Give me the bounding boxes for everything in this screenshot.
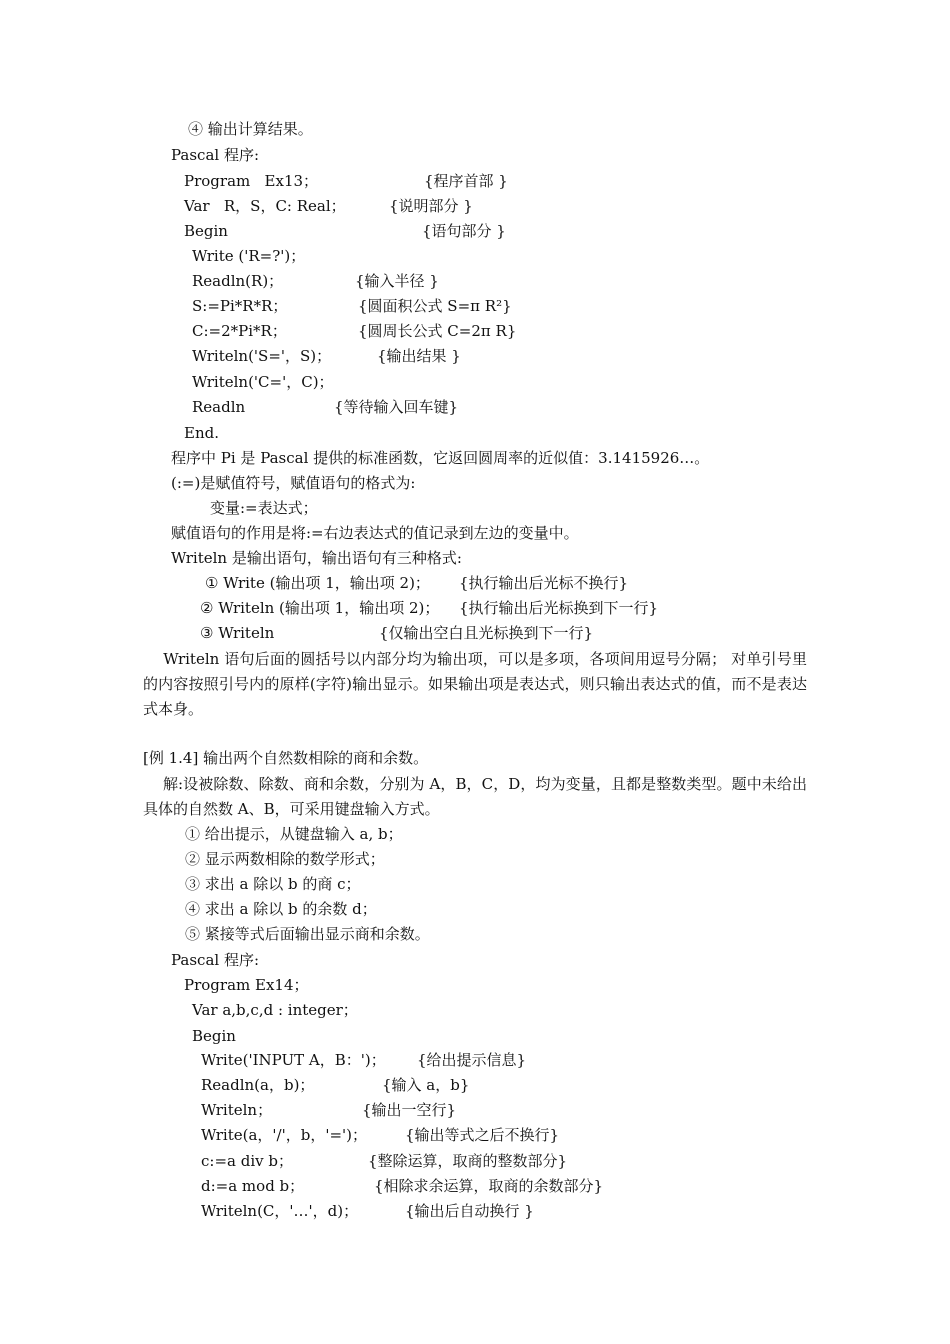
- code-comment: {圆周长公式 C=2π R}: [358, 322, 517, 340]
- code-line: Program Ex13；: [184, 172, 319, 190]
- paragraph-writeln-description: Writeln 语句后面的圆括号以内部分均为输出项，可以是多项，各项间用逗号分隔； 对单引号里的内容按照引号内的原样(字符)输出显示。如果输出项是表达式，则只输出表达式的值，而不是表达式本身。: [143, 650, 807, 718]
- code-comment: {相除求余运算，取商的余数部分}: [374, 1177, 604, 1195]
- step-item: ② 显示两数相除的数学形式；: [185, 850, 385, 868]
- format-item: ② Writeln (输出项 1，输出项 2)；: [200, 599, 440, 617]
- code-comment: {输出一空行}: [362, 1101, 457, 1119]
- body-text: Writeln 是输出语句，输出语句有三种格式:: [171, 549, 462, 567]
- body-text: (:=)是赋值符号，赋值语句的格式为:: [171, 474, 416, 492]
- code-line: Readln(a，b)；: [201, 1076, 315, 1094]
- example-heading: [例 1.4] 输出两个自然数相除的商和余数。: [143, 749, 429, 767]
- body-text: 赋值语句的作用是将:=右边表达式的值记录到左边的变量中。: [171, 524, 579, 542]
- code-comment: {等待输入回车键}: [334, 398, 459, 416]
- code-line: S:=Pi*R*R；: [192, 297, 288, 315]
- code-line: Readln(R)；: [192, 272, 284, 290]
- code-line: Writeln('C='，C)；: [192, 373, 334, 391]
- code-comment: {输入 a，b}: [382, 1076, 470, 1094]
- code-line: Write ('R=?')；: [192, 247, 306, 265]
- code-line: Var a,b,c,d : integer；: [192, 1001, 358, 1019]
- code-comment: {整除运算，取商的整数部分}: [368, 1152, 568, 1170]
- code-line: Writeln('S='，S)；: [192, 347, 332, 365]
- code-comment: {执行输出后光标换到下一行}: [459, 599, 659, 617]
- code-line: Var R，S，C: Real；: [184, 197, 346, 215]
- code-comment: {仅输出空白且光标换到下一行}: [379, 624, 594, 642]
- format-item: ① Write (输出项 1，输出项 2)；: [205, 574, 430, 592]
- code-comment: {输出结果 }: [377, 347, 461, 365]
- step-item: ④ 求出 a 除以 b 的余数 d；: [185, 900, 377, 918]
- code-line: Begin: [192, 1027, 236, 1045]
- code-line: d:=a mod b；: [201, 1177, 305, 1195]
- code-line: C:=2*Pi*R；: [192, 322, 287, 340]
- code-comment: {输入半径 }: [355, 272, 439, 290]
- step-item: ⑤ 紧接等式后面输出显示商和余数。: [185, 925, 430, 943]
- code-comment: {执行输出后光标不换行}: [459, 574, 629, 592]
- pascal-program-heading: Pascal 程序:: [171, 146, 260, 164]
- code-line: c:=a div b；: [201, 1152, 293, 1170]
- code-comment: {输出后自动换行 }: [405, 1202, 534, 1220]
- paragraph-solution: 解:设被除数、除数、商和余数，分别为 A，B，C，D，均为变量，且都是整数类型。题中未给出具体的自然数 A、B，可采用键盘输入方式。: [143, 775, 807, 818]
- step-item: ③ 求出 a 除以 b 的商 c；: [185, 875, 361, 893]
- code-comment: {说明部分 }: [389, 197, 473, 215]
- format-item: ③ Writeln: [200, 624, 275, 642]
- body-text: 变量:=表达式；: [210, 499, 318, 517]
- body-text: 程序中 Pi 是 Pascal 提供的标准函数，它返回圆周率的近似值：3.1415926…。: [171, 449, 710, 467]
- code-comment: {给出提示信息}: [417, 1051, 527, 1069]
- code-line: Write(a，'/'，b，'=')；: [201, 1126, 367, 1144]
- code-line: Begin: [184, 222, 228, 240]
- code-line: Readln: [192, 398, 246, 416]
- code-comment: {圆面积公式 S=π R²}: [358, 297, 512, 315]
- code-line: Program Ex14；: [184, 976, 309, 994]
- code-line: Write('INPUT A，B：')；: [201, 1051, 386, 1069]
- code-line: Writeln(C，'…'，d)；: [201, 1202, 359, 1220]
- step-4-text: ④ 输出计算结果。: [188, 120, 313, 138]
- pascal-program-heading: Pascal 程序:: [171, 951, 260, 969]
- code-comment: {语句部分 }: [422, 222, 506, 240]
- code-line: End.: [184, 424, 219, 442]
- code-comment: {程序首部 }: [424, 172, 508, 190]
- code-line: Writeln；: [201, 1101, 273, 1119]
- code-comment: {输出等式之后不换行}: [405, 1126, 560, 1144]
- step-item: ① 给出提示，从键盘输入 a, b；: [185, 825, 403, 843]
